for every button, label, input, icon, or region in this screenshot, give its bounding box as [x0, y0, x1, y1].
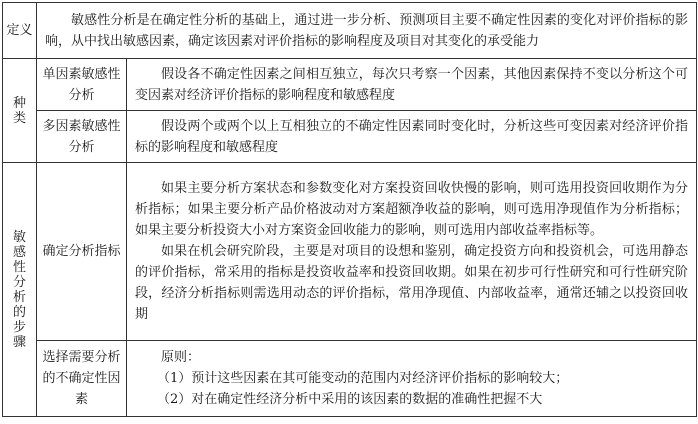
steps-label-cell	[3, 163, 37, 417]
indicator-name: 确定分析指标	[37, 163, 127, 341]
single-factor-text: 假设各不确定性因素之间相互独立，每次只考察一个因素，其他因素保持不变以分析这个可变因素对经济评价指标的影响程度和敏感程度	[127, 59, 697, 111]
multi-factor-row	[3, 111, 697, 163]
indicator-text	[127, 163, 697, 341]
single-factor-name: 单因素敏感性分析	[37, 59, 127, 111]
indicator-row	[3, 163, 697, 341]
sensitivity-analysis-table	[2, 2, 697, 417]
definition-row	[3, 3, 697, 59]
factors-row	[3, 341, 697, 417]
indicator-para-1: 如果主要分析方案状态和参数变化对方案投资回收快慢的影响，则可选用投资回收期作为分析指标；如果主要分析产品价格波动对方案超额净收益的影响，则可选用净现值作为分析指标；如果主要分析投资大小对方案资金回收能力的影响，则可选用内部收益率指标等。	[135, 181, 689, 238]
factors-name: 选择需要分析的不确定性因素	[37, 341, 127, 417]
types-label-cell	[3, 59, 37, 163]
definition-text: 敏感性分析是在确定性分析的基础上，通过进一步分析、预测项目主要不确定性因素的变化对评价指标的影响，从中找出敏感因素，确定该因素对评价指标的影响程度及项目对其变化的承受能力	[37, 3, 697, 59]
indicator-para-2: 如果在机会研究阶段，主要是对项目的设想和鉴别，确定投资方向和投资机会，可选用静态的评价指标，常采用的指标是投资收益率和投资回收期。如果在初步可行性研究和可行性研究阶段，经济分析指标则需选用动态的评价指标，常用净现值、内部收益率，通常还辅之以投资回收期	[135, 244, 689, 322]
definition-label-cell	[3, 3, 37, 59]
multi-factor-text: 假设两个或两个以上互相独立的不确定性因素同时变化时，分析这些可变因素对经济评价指标的影响程度和敏感程度	[127, 111, 697, 163]
factors-item-2: （2）对在确定性经济分析中采用的该因素的数据的准确性把握不大	[157, 392, 543, 407]
definition-label: 定义	[6, 22, 33, 38]
factors-text	[127, 341, 697, 417]
steps-label: 敏感性分析的步骤	[12, 229, 26, 350]
single-factor-row	[3, 59, 697, 111]
factors-principle: 原则：	[161, 350, 201, 365]
types-label: 种类	[12, 95, 26, 126]
multi-factor-name: 多因素敏感性分析	[37, 111, 127, 163]
factors-item-1: （1）预计这些因素在其可能变动的范围内对经济评价指标的影响较大；	[157, 371, 569, 386]
